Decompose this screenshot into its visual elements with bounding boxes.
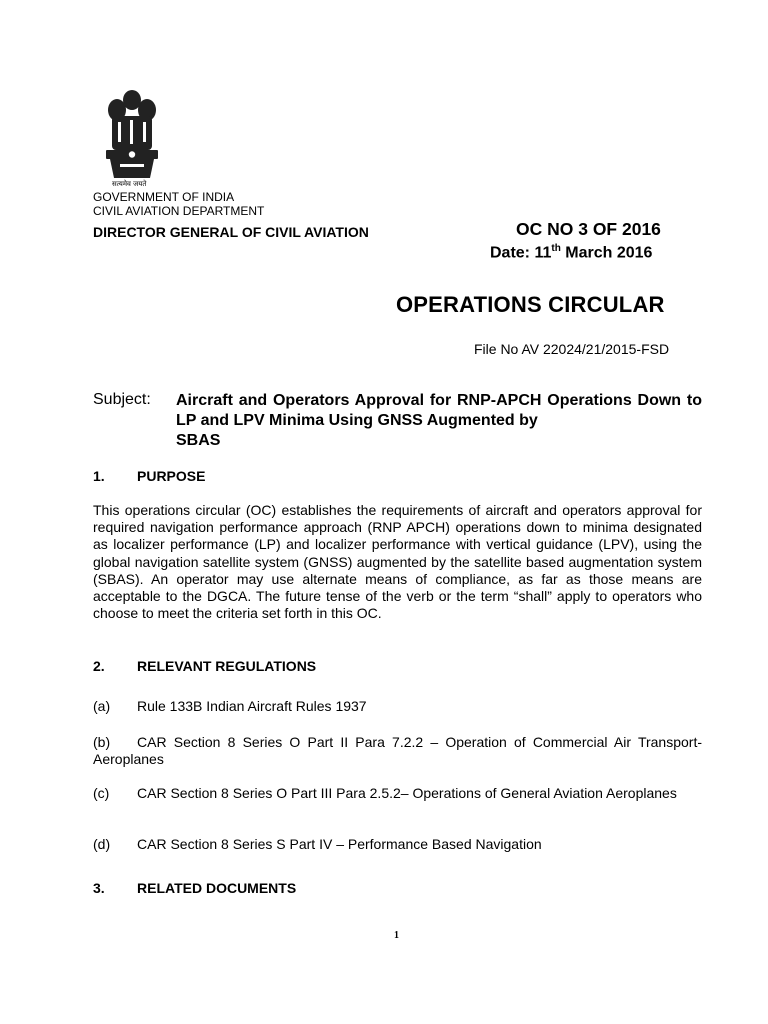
section-number: 3. xyxy=(93,880,105,896)
regulation-item xyxy=(93,734,702,768)
regulation-item xyxy=(93,785,702,802)
government-label: GOVERNMENT OF INDIA xyxy=(93,190,235,204)
oc-number: OC NO 3 OF 2016 xyxy=(516,219,661,239)
regulation-label: (c) xyxy=(93,785,110,801)
date-suffix: March 2016 xyxy=(560,244,653,262)
regulation-text: CAR Section 8 Series O Part II Para 7.2.2 – Operation of Commercial Air Transport-Aeroplanes xyxy=(93,734,702,767)
section-title: RELATED DOCUMENTS xyxy=(137,880,297,896)
section-heading-related-documents xyxy=(93,880,296,896)
file-number: File No AV 22024/21/2015-FSD xyxy=(474,341,670,357)
regulation-text: CAR Section 8 Series S Part IV – Performance Based Navigation xyxy=(137,836,542,852)
regulation-item xyxy=(93,836,702,853)
section-number: 2. xyxy=(93,658,105,674)
section-heading-regulations xyxy=(93,658,316,674)
regulation-label: (a) xyxy=(93,698,111,714)
emblem-motto: सत्यमेव जयते xyxy=(112,180,147,188)
regulation-label: (b) xyxy=(93,734,111,750)
regulation-text: CAR Section 8 Series O Part III Para 2.5.2– Operations of General Aviation Aeroplanes xyxy=(137,785,677,801)
section-number: 1. xyxy=(93,468,105,484)
date-ordinal: th xyxy=(551,243,561,254)
subject-text xyxy=(176,391,702,451)
section-title: RELEVANT REGULATIONS xyxy=(137,658,317,674)
department-label: CIVIL AVIATION DEPARTMENT xyxy=(93,204,265,218)
section-title: PURPOSE xyxy=(137,468,206,484)
regulation-label: (d) xyxy=(93,836,111,852)
date-prefix: Date: 11 xyxy=(490,244,552,262)
subject-line-1: Aircraft and Operators Approval for RNP-APCH Operations Down to LP and LPV Minima Using GNSS Augmented by xyxy=(176,392,702,429)
purpose-paragraph: This operations circular (OC) establishes the requirements of aircraft and operators approval for required navigation performance approach (RNP APCH) operations down to minima designated as localizer performance (LP) and localizer performance with vertical guidance (LPV), using the global navigation satellite system (GNSS) augmented by the satellite based augmentation system (SBAS). An operator may use alternate means of compliance, as far as those means are acceptable to the DGCA. The future tense of the verb or the term “shall” apply to operators who choose to meet the criteria set forth in this OC. xyxy=(93,502,702,622)
regulation-item xyxy=(93,698,702,715)
regulation-text: Rule 133B Indian Aircraft Rules 1937 xyxy=(137,698,367,714)
section-heading-purpose xyxy=(93,468,205,484)
issuing-authority xyxy=(93,190,264,218)
subject-label: Subject: xyxy=(93,391,151,408)
page-number: 1 xyxy=(394,930,399,941)
subject-line-2: SBAS xyxy=(176,432,221,449)
page-title: OPERATIONS CIRCULAR xyxy=(396,292,665,317)
circular-date xyxy=(490,243,652,262)
director-label: DIRECTOR GENERAL OF CIVIL AVIATION xyxy=(93,224,369,240)
national-emblem-icon xyxy=(100,86,164,186)
